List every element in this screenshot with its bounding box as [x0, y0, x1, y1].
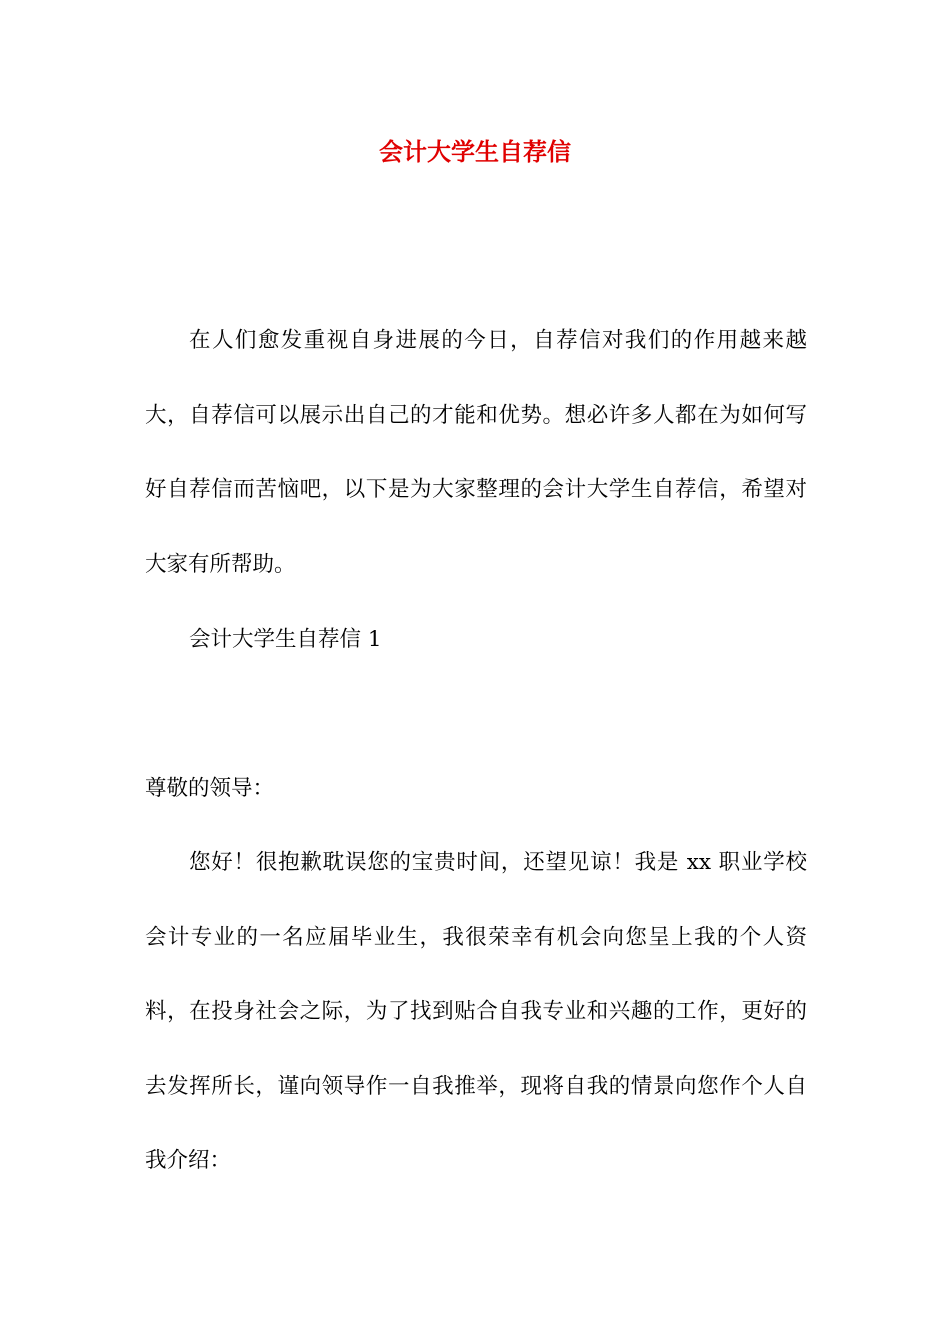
letter-paragraph: 您好！很抱歉耽误您的宝贵时间，还望见谅！我是 xx 职业学校会计专业的一名应届毕业生，我很荣幸有机会向您呈上我的个人资料，在投身社会之际，为了找到贴合自我专业和兴趣的工作，更好的去发挥所长，谨向领导作一自我推举，现将自我的情景向您作个人自我介绍：: [145, 850, 807, 1173]
salutation: 尊敬的领导：: [145, 776, 275, 801]
intro-paragraph: 在人们愈发重视自身进展的今日，自荐信对我们的作用越来越大，自荐信可以展示出自己的才能和优势。想必许多人都在为如何写好自荐信而苦恼吧，以下是为大家整理的会计大学生自荐信，希望对大家有所帮助。: [145, 328, 807, 577]
document-title: 会计大学生自荐信: [379, 137, 571, 166]
section-heading: 会计大学生自荐信 1: [189, 627, 382, 652]
